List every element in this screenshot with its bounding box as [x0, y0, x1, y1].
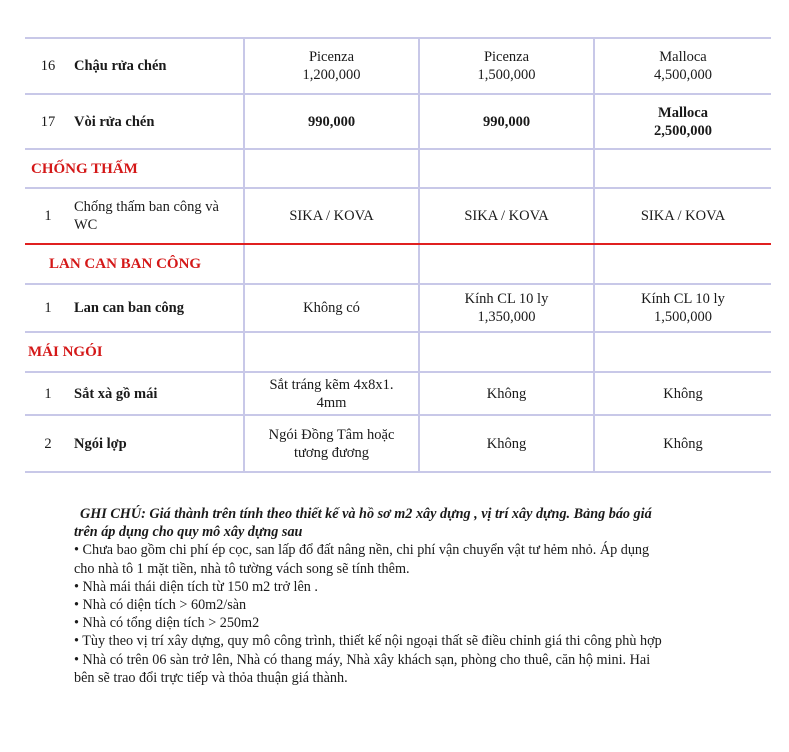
spec-text: Sắt tráng kẽm 4x8x1. — [269, 376, 394, 393]
empty-cell — [245, 150, 420, 187]
section-title: CHỐNG THẤM — [25, 150, 245, 187]
price-text: 1,350,000 — [477, 309, 536, 325]
empty-cell — [420, 245, 595, 283]
section-title: MÁI NGÓI — [25, 333, 245, 371]
price-cell — [245, 373, 420, 414]
spec-text: 4mm — [316, 394, 347, 411]
section-row — [25, 148, 771, 187]
section-row — [25, 243, 771, 283]
price-text: 1,200,000 — [302, 67, 361, 83]
price-cell — [595, 285, 771, 331]
empty-cell — [595, 150, 771, 187]
note-item: cho nhà tô 1 mặt tiền, nhà tô tường vách song sẽ tính thêm. — [74, 560, 410, 577]
row-number: 1 — [44, 208, 52, 224]
price-cell: Không có — [245, 285, 420, 331]
note-item: bên sẽ trao đổi trực tiếp và thỏa thuận giá thành. — [74, 669, 348, 686]
section-title: LAN CAN BAN CÔNG — [25, 245, 245, 283]
price-table — [25, 37, 771, 473]
row-number: 1 — [44, 300, 52, 316]
price-cell: SIKA / KOVA — [640, 208, 726, 224]
brand-text: Picenza — [308, 49, 355, 65]
price-cell: Không — [420, 373, 595, 414]
price-cell — [245, 39, 420, 93]
item-name: Ngói lợp — [71, 416, 245, 471]
section-row — [25, 331, 771, 371]
table-row — [25, 283, 771, 331]
brand-text: Kính CL 10 ly — [464, 291, 549, 307]
item-name-line: Chống thấm ban công và — [74, 199, 219, 215]
price-cell — [595, 39, 771, 93]
price-cell: SIKA / KOVA — [245, 189, 420, 243]
note-item: • Nhà có tổng diện tích > 250m2 — [74, 615, 260, 632]
price-cell: Không — [663, 385, 703, 402]
note-item: • Nhà có trên 06 sàn trở lên, Nhà có thang máy, Nhà xây khách sạn, phòng cho thuê, căn hộ mini. Hai — [74, 651, 651, 668]
spec-text: tương đương — [294, 444, 369, 461]
brand-text: Picenza — [483, 49, 530, 65]
table-row — [25, 371, 771, 414]
price-cell: 990,000 — [245, 95, 420, 148]
spec-text: Ngói Đồng Tâm hoặc — [268, 426, 395, 443]
price-text: 1,500,000 — [477, 67, 536, 83]
empty-cell — [420, 150, 595, 187]
price-cell — [245, 416, 420, 471]
table-row — [25, 37, 771, 93]
brand-text: Malloca — [658, 104, 708, 121]
empty-cell — [245, 333, 420, 371]
row-number: 16 — [40, 58, 56, 74]
brand-text: Malloca — [659, 49, 707, 65]
note-item: • Nhà có diện tích > 60m2/sàn — [74, 597, 247, 614]
notes-block — [74, 505, 764, 687]
note-item: • Chưa bao gồm chi phí ép cọc, san lấp đổ đất nâng nền, chi phí vận chuyển vật tư hẻm nhỏ. Áp dụng — [74, 542, 650, 559]
note-item: • Tùy theo vị trí xây dựng, quy mô công trình, thiết kế nội ngoại thất sẽ điều chỉnh giá thi công phù hợp — [74, 633, 662, 650]
price-cell — [595, 95, 771, 148]
notes-heading: trên áp dụng cho quy mô xây dựng sau — [74, 524, 303, 541]
item-name-line: WC — [74, 217, 98, 233]
row-number: 2 — [44, 435, 52, 452]
empty-cell — [595, 333, 771, 371]
price-text: 1,500,000 — [654, 309, 712, 325]
price-text: 4,500,000 — [654, 67, 712, 83]
item-name: Sắt xà gồ mái — [71, 373, 245, 414]
table-row — [25, 187, 771, 243]
price-text: 2,500,000 — [654, 122, 712, 139]
notes-heading: GHI CHÚ: Giá thành trên tính theo thiết kế và hồ sơ m2 xây dựng , vị trí xây dựng. Bảng báo giá — [80, 506, 652, 522]
price-cell — [420, 39, 595, 93]
row-number: 17 — [40, 113, 56, 130]
table-row — [25, 414, 771, 473]
item-name: Vòi rửa chén — [71, 95, 245, 148]
brand-text: Kính CL 10 ly — [641, 291, 725, 307]
price-cell: SIKA / KOVA — [420, 189, 595, 243]
price-cell: Không — [663, 435, 703, 452]
empty-cell — [595, 245, 771, 283]
item-name: Lan can ban công — [71, 285, 245, 331]
item-name — [71, 189, 245, 243]
row-number: 1 — [44, 385, 52, 402]
price-cell — [420, 285, 595, 331]
empty-cell — [420, 333, 595, 371]
empty-cell — [245, 245, 420, 283]
item-name: Chậu rửa chén — [71, 39, 245, 93]
price-cell: Không — [420, 416, 595, 471]
price-cell: 990,000 — [420, 95, 595, 148]
table-row — [25, 93, 771, 148]
note-item: • Nhà mái thái diện tích từ 150 m2 trở lên . — [74, 578, 318, 595]
